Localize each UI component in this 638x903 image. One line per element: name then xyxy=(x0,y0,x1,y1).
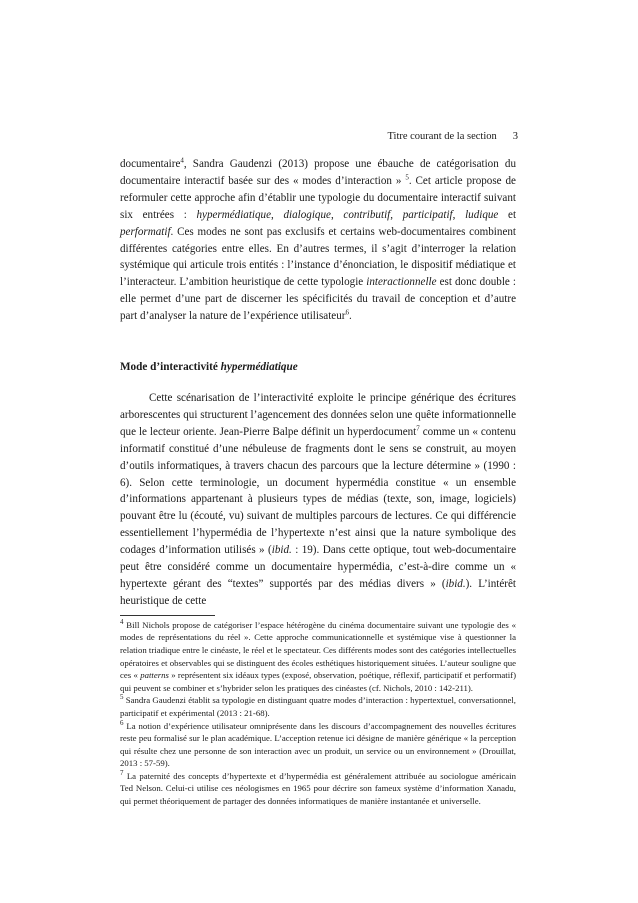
footnote-number: 7 xyxy=(120,768,124,777)
footnote-5 xyxy=(120,694,516,719)
footnote-text: Bill Nichols propose de catégoriser l’espace hétérogène du cinéma documentaire suivant une typologie des « modes de représentations du réel ». Cette approche communicationnelle et systémique vise à questionner la relation triadique entre le cinéaste, le réel et le spectateur. Ces différents modes sont des catégories intellectuelles opératoires et observables qui se distinguent des écoles esthétiques historiquement situées. L’auteur souligne que ces « xyxy=(120,619,516,681)
text-run: ). L’intérêt heuristique de cette xyxy=(120,577,516,607)
text-run: Cette scénarisation de l’interactivité exploite le principe générique des écritures arborescentes qui structurent l’agencement des données selon une quête informationnelle que le lecteur oriente. Jean-Pierre Balpe définit un hyperdocument xyxy=(120,391,516,438)
footnote-number: 5 xyxy=(120,693,124,702)
text-run: , xyxy=(452,208,466,221)
footnote-ref-6: 6 xyxy=(345,308,349,317)
footnote-number: 6 xyxy=(120,718,124,727)
paragraph-2 xyxy=(120,390,516,610)
running-head xyxy=(387,131,518,142)
footnote-4 xyxy=(120,619,516,695)
text-run: est donc double : elle permet d’une part de discerner les spécificités du travail de conception et d’autre part d’analyser la nature de l’expérience utilisateur xyxy=(120,276,516,323)
footnote-7 xyxy=(120,770,516,808)
text-run: et xyxy=(498,208,517,221)
footnote-text: » représentent six idéaux types (exposé, observation, poétique, réflexif, participatif et performatif) qui peuvent se combiner et s’hybrider selon les pratiques des cinéastes (cf. Nichols, 2010 : 142-211). xyxy=(120,670,516,693)
text-run: . xyxy=(348,310,352,323)
italic-term: ibid. xyxy=(271,544,292,557)
footnote-ref-5: 5 xyxy=(405,173,409,182)
text-run: , xyxy=(390,208,403,221)
footnote-6 xyxy=(120,720,516,770)
text-run: : 19). Dans cette optique, tout web-documentaire peut être considéré comme un documentaire hypermédia, c’est-à-dire comme un « hypertexte gérant des “textes” supportés par des médias divers » ( xyxy=(120,544,516,590)
italic-term: dialogique xyxy=(283,208,331,221)
text-run: , xyxy=(330,208,344,221)
heading-italic-text: hypermédiatique xyxy=(220,361,298,374)
footnote-separator xyxy=(120,615,215,616)
section-heading xyxy=(120,359,516,376)
text-run: comme un « contenu informatif constitué d’une nébuleuse de fragments dont le sens se construit, au moyen d’outils informatiques, à travers chacun des parcours que la lecture détermine » (1990 : 6). Selon cette terminologie, un document hypermédia constitue « un ensemble d’informations appartenant à plusieurs types de médias (texte, son, image, logiciels) pouvant être lu (écouté, vu) suivant de multiples parcours de lectures. Ce qui différencie essentiellement l’hypermédia de l’hypertexte n’est ainsi que la nature symbolique des codages d’information utilisés » ( xyxy=(120,425,516,557)
heading-text: Mode d’interactivité xyxy=(120,361,221,374)
italic-term: ibid. xyxy=(445,577,466,590)
text-run: . Ces modes ne sont pas exclusifs et certains web-documentaires combinent différentes catégories entre elles. En d’autres termes, il s’agit d’interroger la relation systémique qui articule trois entités : l’instance d’énonciation, le dispositif médiatique et l’interacteur. L’ambition heuristique de cette typologie xyxy=(120,225,516,289)
italic-term: hypermédiatique xyxy=(196,208,272,221)
footnote-text: La paternité des concepts d’hypertexte et d’hypermédia est généralement attribuée au sociologue américain Ted Nelson. Celui-ci utilise ces néologismes en 1965 pour décrire son fameux système d’information Xanadu, qui permet théoriquement de partager des données informatiques de manière instantanée et universelle. xyxy=(120,770,516,807)
running-head-title: Titre courant de la section xyxy=(387,131,497,142)
italic-term: contributif xyxy=(343,208,391,221)
footnote-ref-4: 4 xyxy=(180,156,184,165)
italic-term: performatif xyxy=(120,225,171,238)
paragraph-1 xyxy=(120,156,516,325)
text-run: , Sandra Gaudenzi (2013) propose une ébauche de catégorisation du documentaire interactif basée sur des « modes d’interaction » xyxy=(120,158,516,187)
text-run: . Cet article propose de reformuler cette approche afin d’établir une typologie du documentaire interactif suivant six entrées : xyxy=(120,174,516,221)
text-run: documentaire xyxy=(120,158,181,170)
body-text xyxy=(120,156,516,808)
footnotes xyxy=(120,619,516,808)
italic-term: interactionnelle xyxy=(366,276,437,289)
text-run: , xyxy=(271,208,284,221)
footnote-text: La notion d’expérience utilisateur omniprésente dans les discours d’accompagnement des nouvelles écritures reste peu formalisé sur le plan académique. L’acception retenue ici désigne de manière générique « la perception qui résulte chez une personne de son interaction avec un produit, un service ou un environnement » (Drouillat, 2013 : 57-59). xyxy=(120,720,516,769)
footnote-number: 4 xyxy=(120,617,124,626)
footnote-ref-7: 7 xyxy=(416,424,420,433)
italic-term: participatif xyxy=(402,208,453,221)
italic-term: patterns xyxy=(140,670,169,681)
footnote-text: Sandra Gaudenzi établit sa typologie en distinguant quatre modes d’interaction : hypertextuel, conversationnel, participatif et expérimental (2013 : 21-68). xyxy=(120,695,516,718)
page-number: 3 xyxy=(512,131,518,142)
italic-term: ludique xyxy=(465,208,499,221)
